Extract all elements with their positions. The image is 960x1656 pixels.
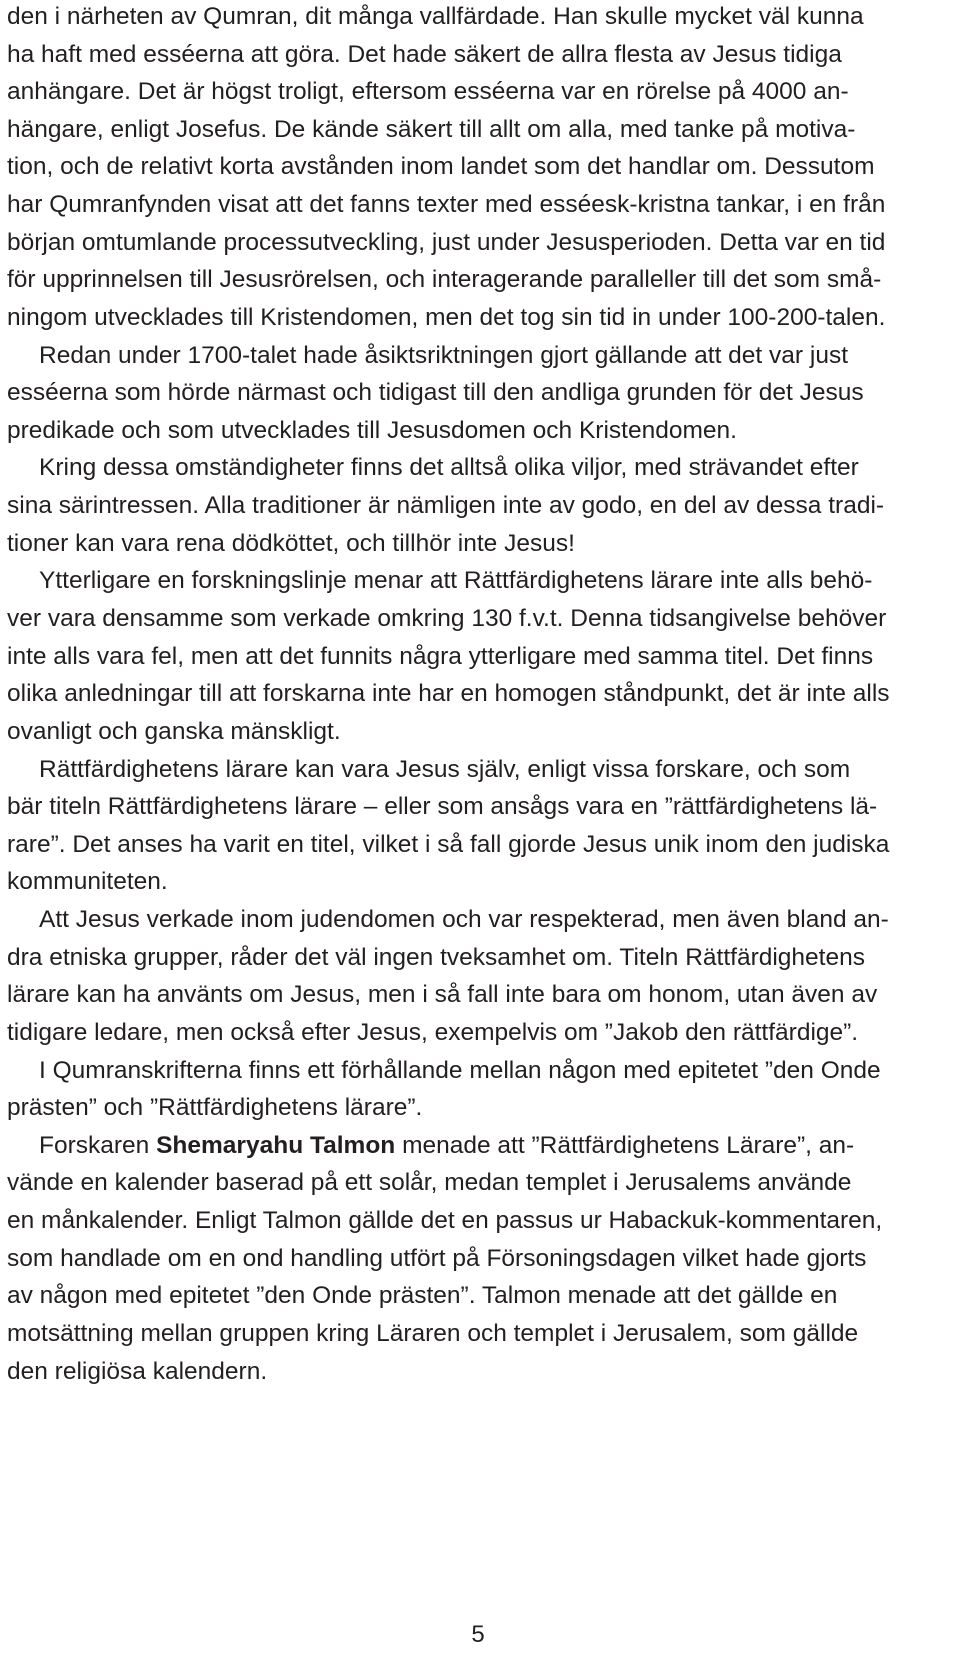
- text-line: vände en kalender baserad på ett solår, medan templet i Jerusalems använde: [7, 1169, 852, 1196]
- text-line: tidigare ledare, men också efter Jesus, exempelvis om ”Jakob den rättfärdige”.: [7, 1019, 859, 1046]
- text-line: för upprinnelsen till Jesusrörelsen, och interagerande paralleller till det som små-: [7, 266, 882, 293]
- text-line: predikade och som utvecklades till Jesusdomen och Kristendomen.: [7, 417, 737, 444]
- text-line: motsättning mellan gruppen kring Läraren och templet i Jerusalem, som gällde: [7, 1320, 859, 1347]
- text-line: tioner kan vara rena dödköttet, och tillhör inte Jesus!: [7, 530, 575, 557]
- text-line: Rättfärdighetens lärare kan vara Jesus själv, enligt vissa forskare, och som: [39, 756, 851, 783]
- text-line: ver vara densamme som verkade omkring 130 f.v.t. Denna tidsangivelse behöver: [7, 605, 887, 632]
- text-line: Ytterligare en forskningslinje menar att Rättfärdighetens lärare inte alls behö-: [39, 567, 873, 594]
- text-line: esséerna som hörde närmast och tidigast till den andliga grunden för det Jesus: [7, 379, 864, 406]
- text-line: anhängare. Det är högst troligt, eftersom esséerna var en rörelse på 4000 an-: [7, 78, 849, 105]
- text-line: sina särintressen. Alla traditioner är nämligen inte av godo, en del av dessa tradi-: [7, 492, 885, 519]
- text-line: lärare kan ha använts om Jesus, men i så fall inte bara om honom, utan även av: [7, 981, 878, 1008]
- text-line: kommuniteten.: [7, 868, 168, 895]
- text-line: tion, och de relativt korta avstånden inom landet som det handlar om. Dessutom: [7, 153, 875, 180]
- text-line: som handlade om en ond handling utfört på Försoningsdagen vilket hade gjorts: [7, 1245, 867, 1272]
- text-line: Kring dessa omständigheter finns det alltså olika viljor, med strävandet efter: [39, 454, 859, 481]
- text-line: ningom utvecklades till Kristendomen, men det tog sin tid in under 100-200-talen.: [7, 304, 886, 331]
- text-line: dra etniska grupper, råder det väl ingen tveksamhet om. Titeln Rättfärdighetens: [7, 944, 865, 971]
- text-line: ovanligt och ganska mänskligt.: [7, 718, 341, 745]
- text-line: Att Jesus verkade inom judendomen och var respekterad, men även bland an-: [39, 906, 889, 933]
- text-line: början omtumlande processutveckling, just under Jesusperioden. Detta var en tid: [7, 229, 886, 256]
- text-line: ha haft med esséerna att göra. Det hade säkert de allra flesta av Jesus tidiga: [7, 41, 842, 68]
- text-line: Redan under 1700-talet hade åsiktsriktningen gjort gällande att det var just: [39, 342, 849, 369]
- line-lead-text: Forskaren: [39, 1132, 157, 1159]
- text-line: den i närheten av Qumran, dit många vallfärdade. Han skulle mycket väl kunna: [7, 3, 864, 30]
- text-line: har Qumranfynden visat att det fanns texter med esséesk-kristna tankar, i en från: [7, 191, 886, 218]
- author-name: Shemaryahu Talmon: [156, 1132, 396, 1159]
- text-line: den religiösa kalendern.: [7, 1358, 268, 1385]
- text-line: av någon med epitetet ”den Onde prästen”. Talmon menade att det gällde en: [7, 1282, 838, 1309]
- text-line: [39, 1131, 854, 1161]
- line-tail-text: menade att ”Rättfärdighetens Lärare”, an-: [395, 1132, 855, 1159]
- text-line: olika anledningar till att forskarna inte har en homogen ståndpunkt, det är inte alls: [7, 680, 890, 707]
- text-line: inte alls vara fel, men att det funnits några ytterligare med samma titel. Det finns: [7, 643, 874, 670]
- text-line: hängare, enligt Josefus. De kände säkert till allt om alla, med tanke på motiva-: [7, 116, 856, 143]
- text-line: bär titeln Rättfärdighetens lärare – eller som ansågs vara en ”rättfärdighetens lä-: [7, 793, 878, 820]
- text-line: prästen” och ”Rättfärdighetens lärare”.: [7, 1094, 423, 1121]
- page-number: 5: [471, 1621, 485, 1648]
- text-line: en månkalender. Enligt Talmon gällde det en passus ur Habackuk-kommentaren,: [7, 1207, 883, 1234]
- text-line: rare”. Det anses ha varit en titel, vilket i så fall gjorde Jesus unik inom den judiska: [7, 831, 890, 858]
- text-line: I Qumranskrifterna finns ett förhållande mellan någon med epitetet ”den Onde: [39, 1057, 881, 1084]
